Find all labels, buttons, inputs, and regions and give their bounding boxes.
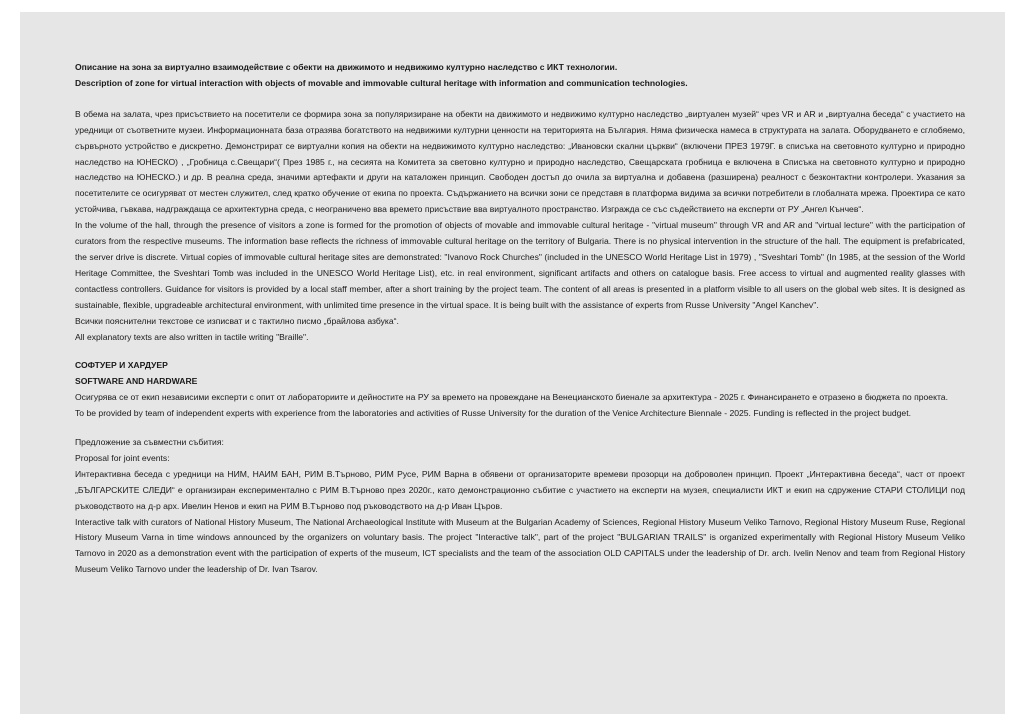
heading-en: Description of zone for virtual interaction with objects of movable and immovable cultural heritage with information and communication technologies. bbox=[75, 77, 688, 88]
braille-note-bg: Всички пояснителни текстове се изписват и с тактилно писмо „брайлова азбука“. bbox=[75, 315, 399, 326]
joint-events-paragraph-en: Interactive talk with curators of National History Museum, The National Archaeological Institute with Museum at the Bulgarian Academy of Sciences, Regional History Museum Veliko Tarnovo, Regional History Museum Ruse, Regional History Museum Varna in time windows announced by the organizers on voluntary basis. The project "Interactive talk", part of the project "BULGARIAN TRAILS" is organized experimentally with Regional History Museum Veliko Tarnovo in 2020 as a demonstration event with the participation of experts of the museum, ICT specialists and the team of the association OLD CAPITALS under the leadership of Dr. arch. Ivelin Nenov and team from Regional History Museum Veliko Tarnovo under the leadership of Dr. Ivan Tsarov. bbox=[75, 516, 965, 575]
document-content bbox=[75, 60, 965, 578]
software-heading-bg: СОФТУЕР И ХАРДУЕР bbox=[75, 360, 168, 371]
joint-events-paragraph-bg: Интерактивна беседа с уредници на НИМ, НАИМ БАН, РИМ В.Търново, РИМ Русе, РИМ Варна в обявени от организаторите времеви прозорци на доброволен принцип. Проект „Интерактивна беседа“, част от проект „БЪЛГАРСКИТЕ СЛЕДИ“ е организиран експериментално с РИМ В.Търново през 2020г., като демонстрационно събитие с участието на експерти на музея, специалисти ИКТ и екип на сдружение СТАРИ СТОЛИЦИ под ръководството на д-р арх. Ивелин Ненов и екип на РИМ В.Търново под ръководството на д-р Иван Църов. bbox=[75, 468, 965, 511]
braille-note-en: All explanatory texts are also written in tactile writing "Braille". bbox=[75, 331, 309, 342]
software-paragraph-en: To be provided by team of independent experts with experience from the laboratories and activities of Russe University for the duration of the Venice Architecture Biennale - 2025. Funding is reflected in the project budget. bbox=[75, 408, 911, 419]
software-heading-en: SOFTWARE AND HARDWARE bbox=[75, 376, 198, 387]
joint-events-heading-bg: Предложение за съвместни събития: bbox=[75, 437, 224, 448]
software-paragraph-bg: Осигурява се от екип независими експерти с опит от лабораториите и дейностите на РУ за времето на провеждане на Венецианското биенале за архитектура - 2025 г. Финансирането е отразено в бюджета по проекта. bbox=[75, 392, 948, 403]
joint-events-heading-en: Proposal for joint events: bbox=[75, 452, 170, 463]
paragraph-description-bg: В обема на залата, чрез присъствието на посетители се формира зона за популяризиране на обекти на движимото и недвижимо културно наследство „виртуален музей“ чрез VR и AR и „виртуална беседа“ с участието на уредници от съответните музеи. Информационната база отразява богатството на недвижими културни ценности на територията на България. Няма физическа намеса в структурата на залата. Оборудването е сглобяемо, сървърното устройство е дискретно. Демонстрират се виртуални копия на обекти на недвижимото културно наследство: „Ивановски скални църкви“ (включени ПРЕЗ 1979Г. в списъка на световното културно и природно наследство на ЮНЕСКО) , „Гробница с.Свещари“( През 1985 г., на сесията на Комитета за световно културно и природно наследство, Свещарската гробница е включена в Списъка на световното културно и природно наследство на ЮНЕСКО.) и др. В реална среда, значими артефакти и други на каталожен принцип. Свободен достъп до очила за виртуална и добавена (разширена) реалност с безконтактни контролери. Указания за посетителите се осигуряват от местен служител, след кратко обучение от екипа по проекта. Съдържанието на всички зони се представя в платформа видима за всички потребители в глобалната мрежа. Проектира се като устойчива, гъвкава, надграждаща се архитектурна среда, с неограничено вва времето присъствие вва виртуалното пространство. Изгражда се със съдействието на експерти от РУ „Ангел Кънчев“. bbox=[75, 108, 965, 215]
document-page bbox=[20, 12, 1005, 714]
paragraph-description-en: In the volume of the hall, through the presence of visitors a zone is formed for the promotion of objects of movable and immovable cultural heritage - "virtual museum" through VR and AR and "virtual lecture" with the participation of curators from the respective museums. The information base reflects the richness of immovable cultural heritage on the territory of Bulgaria. There is no physical intervention in the structure of the hall. The equipment is prefabricated, the server drive is discrete. Virtual copies of immovable cultural heritage sites are demonstrated: "Ivanovo Rock Churches" (included in the UNESCO World Heritage List in 1979) , "Sveshtari Tomb" (In 1985, at the session of the World Heritage Committee, the Sveshtari Tomb was included in the UNESCO World Heritage List), etc. in real environment, significant artifacts and others on catalogue basis. Free access to virtual and augmented reality glasses with contactless controllers. Guidance for visitors is provided by a local staff member, after a short training by the project team. The content of all areas is presented in a platform visible to all users on the global web sites. It is designed as sustainable, flexible, upgradeable architectural environment, with unlimited time presence in the virtual space. It is being built with the assistance of experts from Russe University "Angel Kanchev". bbox=[75, 220, 965, 310]
heading-bg: Описание на зона за виртуално взаимодействие с обекти на движимото и недвижимо културно наследство с ИКТ технологии. bbox=[75, 62, 618, 72]
